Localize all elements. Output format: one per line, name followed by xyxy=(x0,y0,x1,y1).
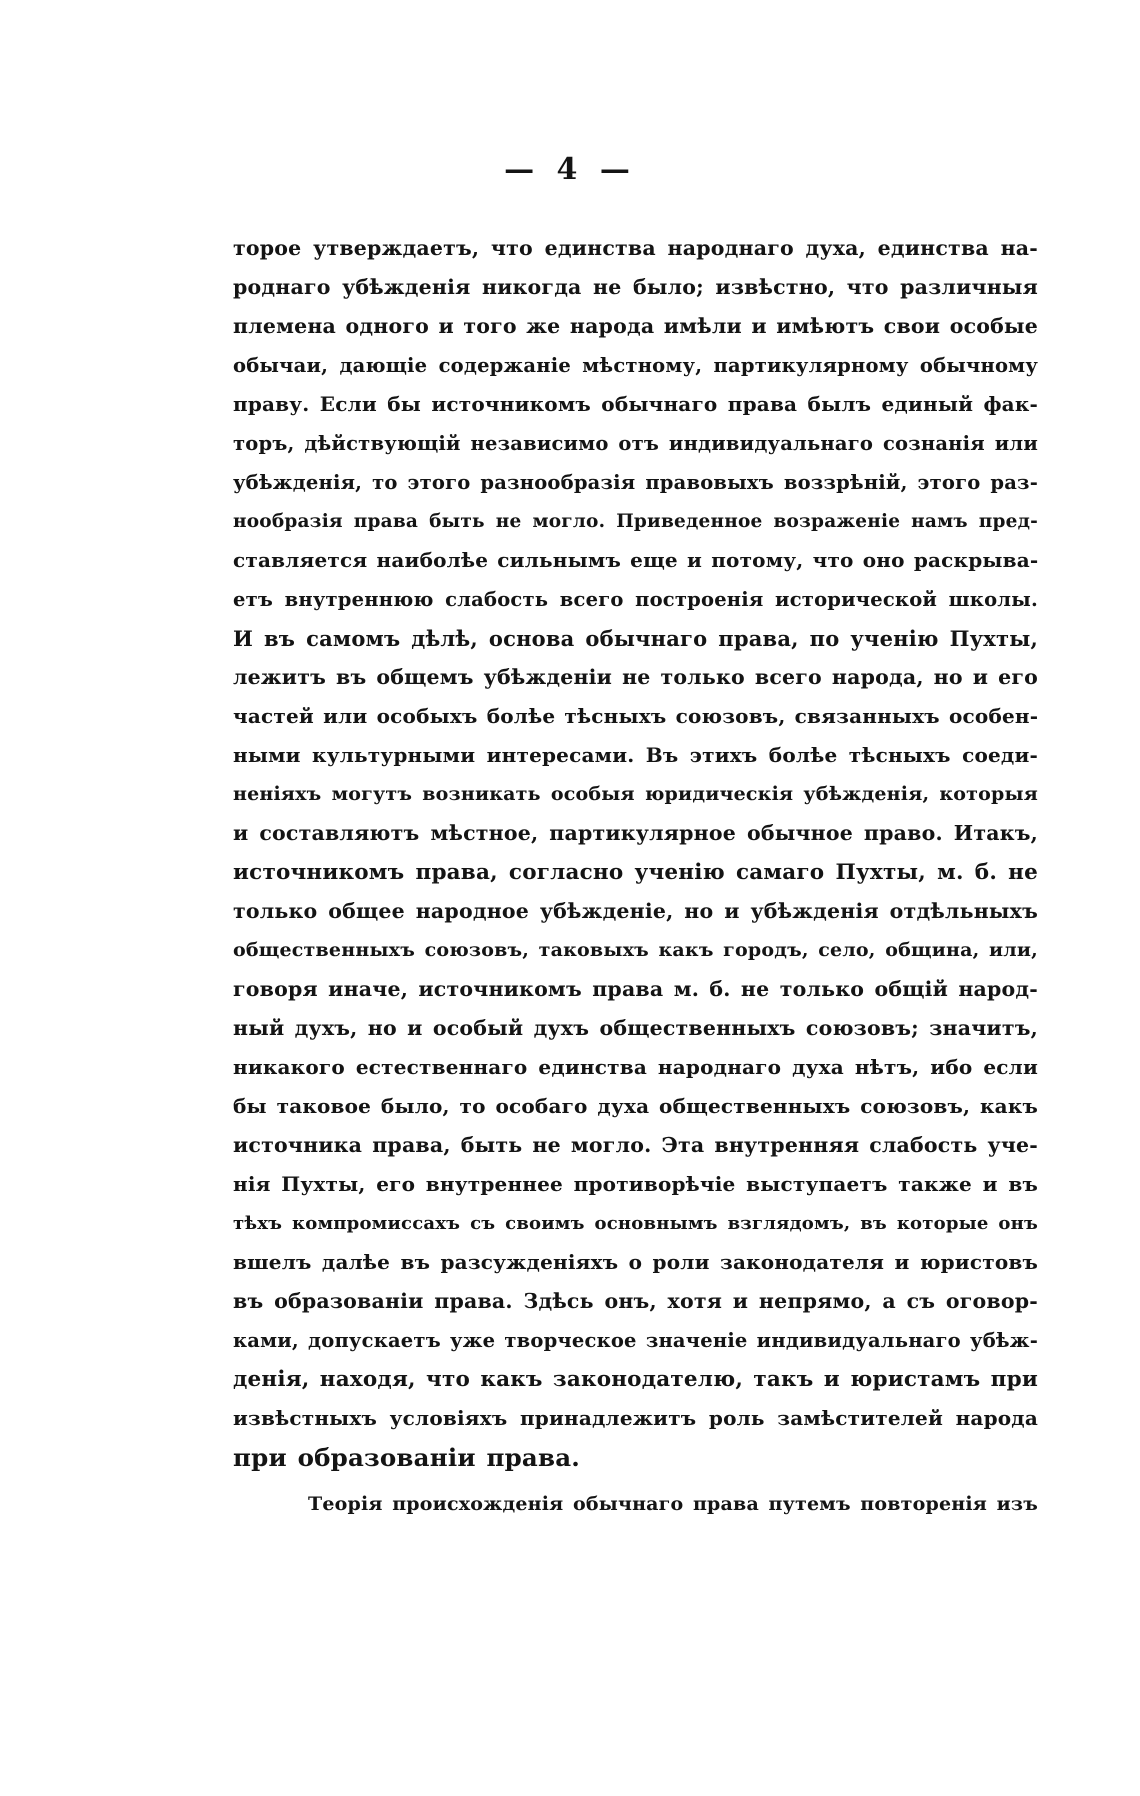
text-line: въ образованіи права. Здѣсь онъ, хотя и непрямо, а съ оговор- xyxy=(233,1289,1038,1313)
text-line: етъ внутреннюю слабость всего построенія исторической школы. xyxy=(233,588,1038,611)
paragraph-last-line: при образованіи права. xyxy=(233,1443,581,1472)
text-line: обычаи, дающіе содержаніе мѣстному, партикулярному обычному xyxy=(233,354,1038,377)
text-line: ставляется наиболѣе сильнымъ еще и потому, что оно раскрыва- xyxy=(233,548,1039,572)
text-line: торое утверждаетъ, что единства народнаго духа, единства на- xyxy=(233,236,1038,260)
text-line: общественныхъ союзовъ, таковыхъ какъ городъ, село, община, или, xyxy=(233,939,1038,961)
text-line: денія, находя, что какъ законодателю, такъ и юристамъ при xyxy=(233,1367,1038,1392)
text-line: вшелъ далѣе въ разсужденіяхъ о роли законодателя и юристовъ xyxy=(233,1250,1038,1274)
text-line: и составляютъ мѣстное, партикулярное обычное право. Итакъ, xyxy=(233,821,1038,845)
text-line: ками, допускаетъ уже творческое значеніе индивидуальнаго убѣж- xyxy=(233,1329,1038,1352)
text-line: праву. Если бы источникомъ обычнаго права былъ единый фак- xyxy=(233,392,1038,416)
body-text xyxy=(233,229,1038,1524)
text-line: источникомъ права, согласно ученію самаго Пухты, м. б. не xyxy=(233,860,1038,885)
text-line: источника права, быть не могло. Эта внутренняя слабость уче- xyxy=(233,1133,1038,1157)
text-line: торъ, дѣйствующій независимо отъ индивидуальнаго сознанія или xyxy=(233,432,1038,455)
text-line: тѣхъ компромиссахъ съ своимъ основнымъ взглядомъ, въ которые онъ xyxy=(233,1213,1038,1234)
text-line: бы таковое было, то особаго духа общественныхъ союзовъ, какъ xyxy=(233,1094,1038,1118)
text-line: ный духъ, но и особый духъ общественныхъ союзовъ; значитъ, xyxy=(233,1016,1038,1040)
page-number: — 4 — xyxy=(504,152,636,187)
text-line: нія Пухты, его внутреннее противорѣчіе выступаетъ также и въ xyxy=(233,1172,1038,1196)
text-line: лежитъ въ общемъ убѣжденіи не только всего народа, но и его xyxy=(233,665,1038,689)
text-line: говоря иначе, источникомъ права м. б. не только общій народ- xyxy=(233,977,1038,1001)
text-line: никакого естественнаго единства народнаго духа нѣтъ, ибо если xyxy=(233,1055,1038,1079)
text-line: извѣстныхъ условіяхъ принадлежитъ роль замѣстителей народа xyxy=(233,1406,1038,1430)
text-line: роднаго убѣжденія никогда не было; извѣстно, что различныя xyxy=(233,275,1038,299)
text-line: нообразія права быть не могло. Приведенное возраженіе намъ пред- xyxy=(233,511,1038,532)
text-line: только общее народное убѣжденіе, но и убѣжденія отдѣльныхъ xyxy=(233,899,1038,923)
text-line: неніяхъ могутъ возникать особыя юридическія убѣжденія, которыя xyxy=(233,783,1038,805)
text-line: ными культурными интересами. Въ этихъ болѣе тѣсныхъ соеди- xyxy=(233,743,1038,767)
text-line: племена одного и того же народа имѣли и имѣютъ свои особые xyxy=(233,314,1038,338)
paragraph-first-line: Теорія происхожденія обычнаго права путемъ повторенія изъ xyxy=(308,1493,1038,1515)
text-line: И въ самомъ дѣлѣ, основа обычнаго права, по ученію Пухты, xyxy=(233,626,1038,651)
text-line: убѣжденія, то этого разнообразія правовыхъ воззрѣній, этого раз- xyxy=(233,471,1038,494)
text-line: частей или особыхъ болѣе тѣсныхъ союзовъ, связанныхъ особен- xyxy=(233,704,1039,728)
